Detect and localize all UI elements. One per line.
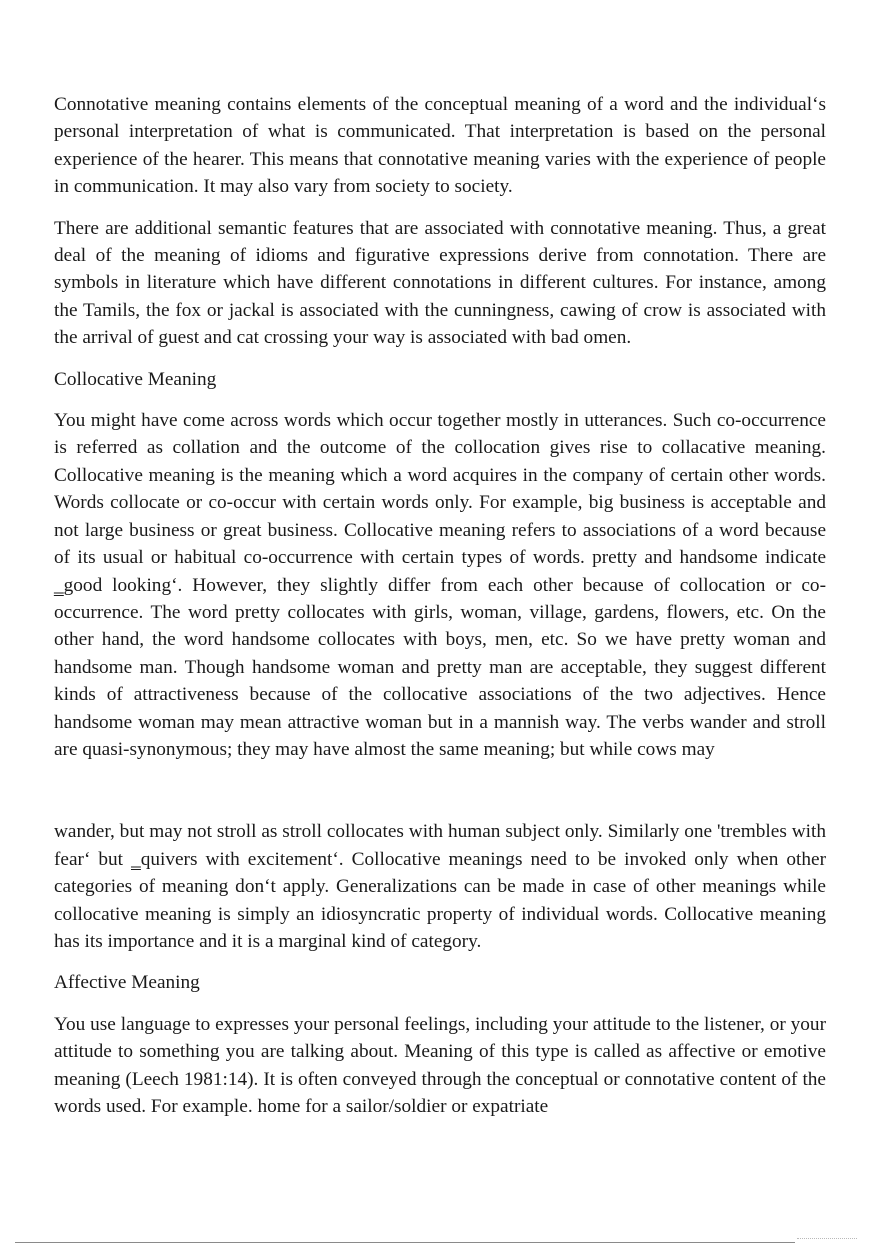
- paragraph-affective: You use language to expresses your personal feelings, including your attitude to the listener, or your attitude to something you are talking about. Meaning of this type is called as affective or emotive meaning (Leech 1981:14). It is often conveyed through the conceptual or connotative content of the words used. For example. home for a sailor/soldier or expatriate: [54, 1013, 826, 1117]
- footer-mark: [797, 1238, 857, 1243]
- paragraph-collocative-part1: You might have come across words which occur together mostly in utterances. Such co-occurrence is referred as collation and the outcome of the collocation gives rise to collacative meaning. Collocative meaning is the meaning which a word acquires in the company of certain other words. Words collocate or co-occur with certain words only. For example, big business is acceptable and not large business or great business. Collocative meaning refers to associations of a word because of its usual or habitual co-occurrence with certain types of words. pretty and handsome indicate ‗good looking‘. However, they slightly differ from each other because of collocation or co-occurrence. The word pretty collocates with girls, woman, village, gardens, flowers, etc. On the other hand, the word handsome collocates with boys, men, etc. So we have pretty woman and handsome man. Though handsome woman and pretty man are acceptable, they suggest different kinds of attractiveness because of the collocative associations of the two adjectives. Hence handsome woman may mean attractive woman but in a mannish way. The verbs wander and stroll are quasi-synonymous; they may have almost the same meaning; but while cows may: [54, 410, 826, 760]
- page-break-gap: [54, 763, 826, 818]
- document-page: [54, 91, 826, 1134]
- footer-rule: [15, 1242, 795, 1243]
- paragraph-collocative-part2: wander, but may not stroll as stroll collocates with human subject only. Similarly one 'trembles with fear‘ but ‗quivers with excitement‘. Collocative meanings need to be invoked only when other categories of meaning don‘t apply. Generalizations can be made in case of other meanings while collocative meaning is simply an idiosyncratic property of individual words. Collocative meaning has its importance and it is a marginal kind of category.: [54, 821, 826, 952]
- section-heading-collocative: Collocative Meaning: [54, 368, 217, 390]
- paragraph-connotative-features: There are additional semantic features that are associated with connotative meaning. Thus, a great deal of the meaning of idioms and figurative expressions derive from connotation. There are symbols in literature which have different connotations in different cultures. For instance, among the Tamils, the fox or jackal is associated with the cunningness, cawing of crow is associated with the arrival of guest and cat crossing your way is associated with bad omen.: [54, 217, 826, 349]
- section-heading-affective: Affective Meaning: [54, 972, 200, 994]
- paragraph-connotative-definition: Connotative meaning contains elements of the conceptual meaning of a word and the individual‘s personal interpretation of what is communicated. That interpretation is based on the personal experience of the hearer. This means that connotative meaning varies with the experience of people in communication. It may also vary from society to society.: [54, 94, 826, 198]
